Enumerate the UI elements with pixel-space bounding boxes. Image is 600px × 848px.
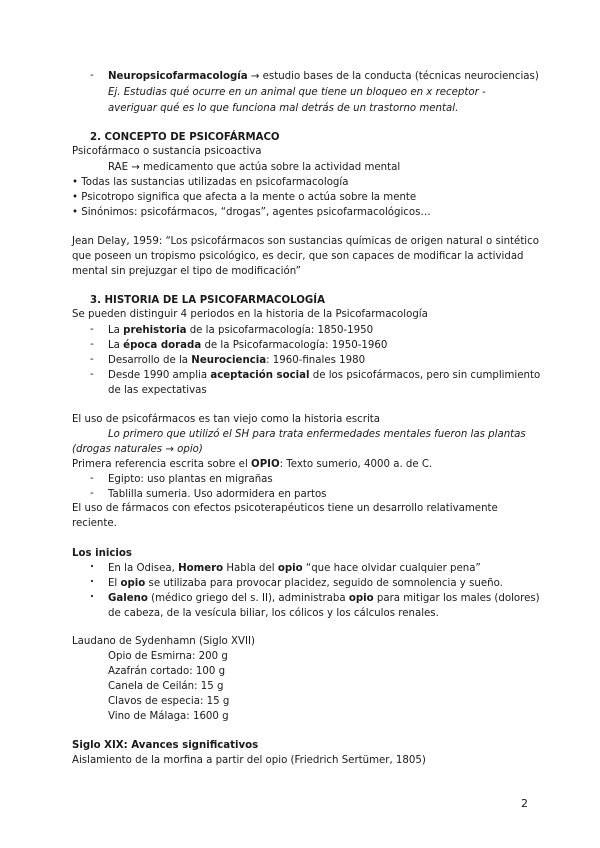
laudano-title: Laudano de Sydenhamn (Siglo XVII) xyxy=(72,636,255,647)
period-3-a: Desarrollo de la xyxy=(108,355,192,366)
period-4-term: aceptación social xyxy=(210,370,310,381)
period-2-a: La xyxy=(108,340,124,351)
opio-term: opio xyxy=(348,593,374,604)
inicios-2-a: El xyxy=(108,578,121,589)
recent-line-2: reciente. xyxy=(72,518,117,529)
delay-quote-2: que poseen un tropismo psicológico, es decir, que son capaces de modificar la actividad xyxy=(72,251,524,262)
concept-bullet-3: • Sinónimos: psicofármacos, “drogas”, agentes psicofarmacológicos… xyxy=(72,207,431,218)
homero: Homero xyxy=(178,563,224,574)
opio-reference xyxy=(72,458,432,472)
list-dash: - xyxy=(90,488,94,499)
period-4-cont: de las expectativas xyxy=(108,385,207,396)
galeno: Galeno xyxy=(108,593,148,604)
neuro-example-1: Ej. Estudias qué ocurre en un animal que tiene un bloqueo en x receptor - xyxy=(108,87,486,98)
concept-line: Psicofármaco o sustancia psicoactiva xyxy=(72,146,262,157)
opio-term: opio xyxy=(277,563,303,574)
period-1-c: de la psicofarmacología: 1850-1950 xyxy=(186,325,374,336)
opio-ref-term: OPIO xyxy=(251,459,280,470)
section-2-heading: 2. CONCEPTO DE PSICOFÁRMACO xyxy=(90,132,280,143)
plantas-line-1: Lo primero que utilizó el SH para trata enfermedades mentales fueron las plantas xyxy=(108,429,526,440)
period-3-term: Neurociencia xyxy=(191,355,267,366)
list-dash: - xyxy=(90,354,94,365)
period-1-term: prehistoria xyxy=(123,325,187,336)
list-dash: - xyxy=(90,324,94,335)
neuro-def: → estudio bases de la conducta (técnicas neurociencias) xyxy=(247,71,539,82)
period-4-a: Desde 1990 amplia xyxy=(108,370,211,381)
period-2-term: época dorada xyxy=(123,340,202,351)
neuro-example-2: averiguar qué es lo que funciona mal detrás de un trastorno mental. xyxy=(108,103,459,114)
period-3 xyxy=(108,354,365,368)
concept-bullet-2: • Psicotropo significa que afecta a la mente o actúa sobre la mente xyxy=(72,192,417,203)
inicios-2-c: se utilizaba para provocar placidez, seguido de somnolencia y sueño. xyxy=(145,578,503,589)
laudano-item: Canela de Ceilán: 15 g xyxy=(108,681,224,692)
inicios-3-d: para mitigar los males (dolores) xyxy=(373,593,540,604)
inicios-1-e: “que hace olvidar cualquier pena” xyxy=(302,563,481,574)
recent-line-1: El uso de fármacos con efectos psicoterapéuticos tiene un desarrollo relativamente xyxy=(72,503,498,514)
plantas-line-2: (drogas naturales → opio) xyxy=(72,444,203,455)
history-old: El uso de psicofármacos es tan viejo como la historia escrita xyxy=(72,414,381,425)
list-dash: - xyxy=(90,369,94,380)
period-2 xyxy=(108,339,387,353)
neuro-line xyxy=(108,70,539,84)
inicios-heading: Los inicios xyxy=(72,548,132,559)
period-1-a: La xyxy=(108,325,124,336)
list-dash: - xyxy=(90,473,94,484)
inicios-3-b: (médico griego del s. II), administraba xyxy=(147,593,349,604)
inicios-2 xyxy=(108,577,503,591)
bullet-dot: . xyxy=(90,574,94,585)
siglo-xix-heading: Siglo XIX: Avances significativos xyxy=(72,740,259,751)
egypt-line: Egipto: uso plantas en migrañas xyxy=(108,474,273,485)
inicios-1-a: En la Odisea, xyxy=(108,563,179,574)
period-4-c: de los psicofármacos, pero sin cumplimiento xyxy=(309,370,541,381)
bullet-dot: . xyxy=(90,589,94,600)
inicios-3-cont: de cabeza, de la vesícula biliar, los cólicos y los cálculos renales. xyxy=(108,608,439,619)
opio-term: opio xyxy=(120,578,146,589)
list-dash: - xyxy=(90,70,94,81)
list-dash: - xyxy=(90,339,94,350)
laudano-item: Clavos de especia: 15 g xyxy=(108,696,230,707)
neuro-term: Neuropsicofarmacología xyxy=(108,71,248,82)
rae-definition: RAE → medicamento que actúa sobre la actividad mental xyxy=(108,162,401,173)
history-intro: Se pueden distinguir 4 periodos en la historia de la Psicofarmacología xyxy=(72,309,428,320)
inicios-1-c: Habla del xyxy=(223,563,278,574)
period-4 xyxy=(108,369,540,383)
delay-quote-1: Jean Delay, 1959: “Los psicofármacos son sustancias químicas de origen natural o sintético xyxy=(72,236,539,247)
opio-ref-a: Primera referencia escrita sobre el xyxy=(72,459,252,470)
section-3-heading: 3. HISTORIA DE LA PSICOFARMACOLOGÍA xyxy=(90,295,325,306)
period-2-c: de la Psicofarmacología: 1950-1960 xyxy=(201,340,388,351)
siglo-xix-line: Aislamiento de la morfina a partir del opio (Friedrich Sertümer, 1805) xyxy=(72,755,426,766)
period-3-c: : 1960-finales 1980 xyxy=(266,355,366,366)
page-number: 2 xyxy=(521,797,528,810)
inicios-1 xyxy=(108,562,481,576)
laudano-item: Azafrán cortado: 100 g xyxy=(108,666,226,677)
inicios-3 xyxy=(108,592,540,606)
bullet-dot: . xyxy=(90,559,94,570)
delay-quote-3: mental sin prejuzgar el tipo de modificación” xyxy=(72,266,301,277)
concept-bullet-1: • Todas las sustancias utilizadas en psicofarmacología xyxy=(72,177,349,188)
laudano-item: Vino de Málaga: 1600 g xyxy=(108,711,229,722)
opio-ref-c: : Texto sumerio, 4000 a. de C. xyxy=(279,459,433,470)
sumeria-line: Tablilla sumeria. Uso adormidera en partos xyxy=(108,489,327,500)
laudano-item: Opio de Esmirna: 200 g xyxy=(108,651,228,662)
period-1 xyxy=(108,324,373,338)
